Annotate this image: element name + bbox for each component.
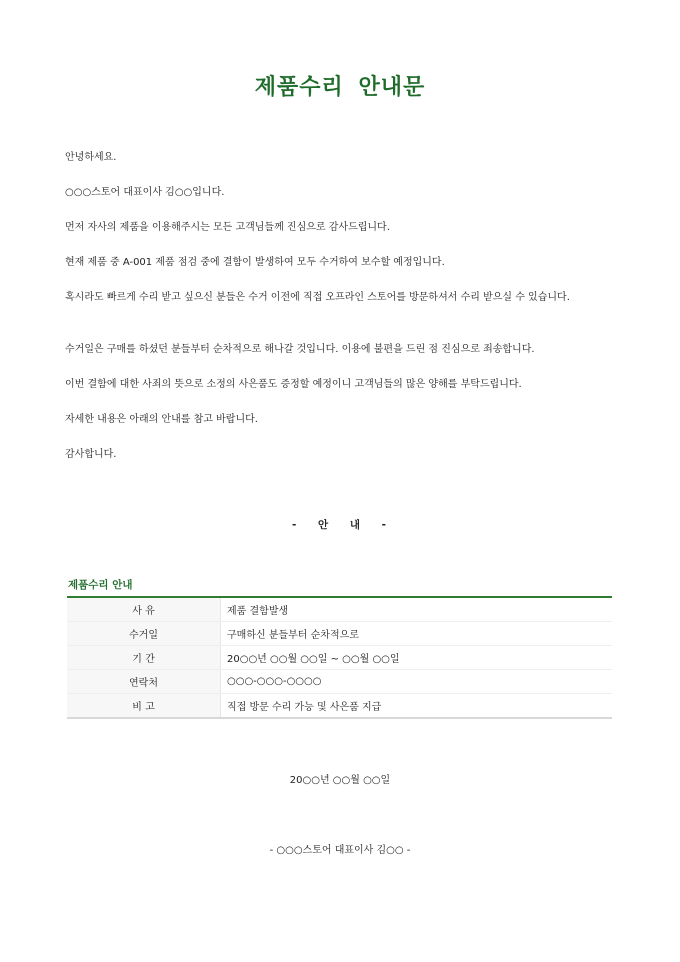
row-value-collection-date: 구매하신 분들부터 순차적으로	[221, 622, 613, 646]
guide-heading: - 안 내 -	[292, 519, 388, 531]
paragraph-closing: 감사합니다.	[65, 449, 117, 460]
table-row	[67, 622, 612, 646]
row-label-period: 기 간	[67, 646, 221, 670]
row-value-reason: 제품 결함발생	[221, 597, 613, 622]
paragraph-apology-gift: 이번 결함에 대한 사죄의 뜻으로 소정의 사은품도 증정할 예정이니 고객님들의 많은 양해를 부탁드립니다.	[65, 379, 522, 390]
row-label-remarks: 비 고	[67, 694, 221, 719]
document-title: 제품수리 안내문	[254, 75, 426, 100]
paragraph-defect-notice: 현재 제품 중 A-001 제품 점검 중에 결함이 발생하여 모두 수거하여 보수할 예정입니다.	[65, 257, 445, 268]
row-label-contact: 연락처	[67, 670, 221, 694]
row-value-period: 20○○년 ○○월 ○○일 ~ ○○월 ○○일	[221, 646, 613, 670]
table-row	[67, 646, 612, 670]
table-title: 제품수리 안내	[68, 579, 133, 591]
table-row	[67, 670, 612, 694]
row-label-collection-date: 수거일	[67, 622, 221, 646]
row-label-reason: 사 유	[67, 597, 221, 622]
row-value-remarks: 직접 방문 수리 가능 및 사은품 지급	[227, 702, 382, 713]
paragraph-greeting: 안녕하세요.	[65, 152, 117, 163]
paragraph-introduction: ○○○스토어 대표이사 김○○입니다.	[65, 187, 225, 198]
paragraph-collection-order: 수거일은 구매를 하셨던 분들부터 순차적으로 해나갈 것입니다. 이용에 불편을 드린 점 진심으로 죄송합니다.	[65, 344, 535, 355]
paragraph-refer-guide: 자세한 내용은 아래의 안내를 참고 바랍니다.	[65, 414, 258, 425]
row-value-contact: ○○○-○○○-○○○○	[221, 670, 613, 694]
paragraph-thanks: 먼저 자사의 제품을 이용해주시는 모든 고객님들께 진심으로 감사드립니다.	[65, 222, 390, 233]
table-row	[67, 597, 612, 622]
signature-line: - ○○○스토어 대표이사 김○○ -	[269, 845, 411, 856]
paragraph-offline-repair: 혹시라도 빠르게 수리 받고 싶으신 분들은 수거 이전에 직접 오프라인 스토어를 방문하셔서 수리 받으실 수 있습니다.	[65, 292, 570, 303]
document-date: 20○○년 ○○월 ○○일	[289, 775, 391, 786]
repair-info-table	[67, 596, 612, 719]
table-row	[67, 694, 612, 719]
